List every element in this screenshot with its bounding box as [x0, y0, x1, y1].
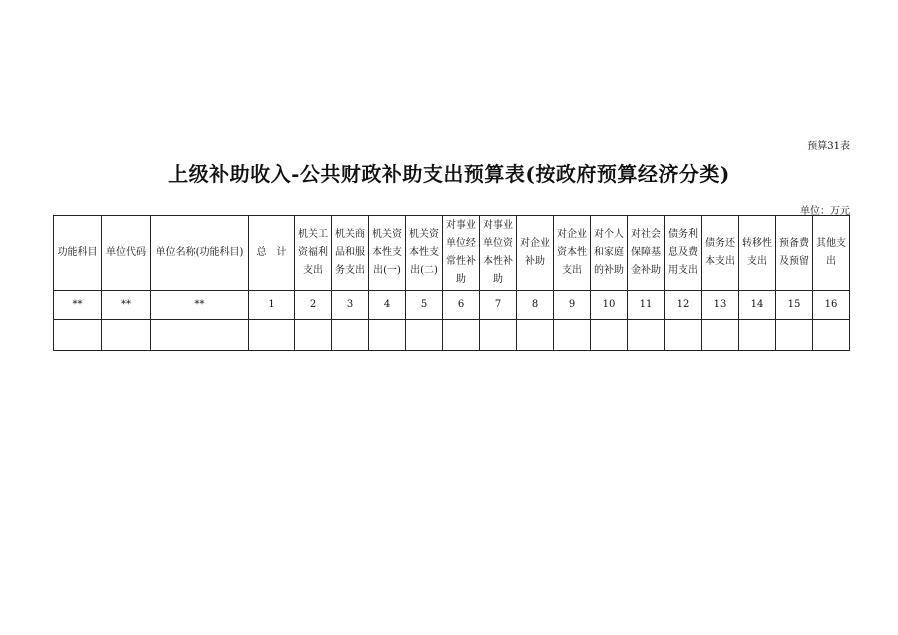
table-cell: 5 [406, 291, 443, 320]
table-cell [443, 320, 480, 351]
table-cell [776, 320, 813, 351]
table-cell: 15 [776, 291, 813, 320]
header-cell: 单位名称(功能科目) [151, 216, 249, 291]
table-cell: 6 [443, 291, 480, 320]
header-cell: 债务还本支出 [702, 216, 739, 291]
header-cell: 对事业单位经常性补助 [443, 216, 480, 291]
table-cell: 7 [480, 291, 517, 320]
table-row [54, 320, 850, 351]
header-cell: 机关资本性支出(二) [406, 216, 443, 291]
table-cell: ** [151, 291, 249, 320]
table-cell: 4 [369, 291, 406, 320]
table-cell: ** [102, 291, 151, 320]
header-cell: 机关资本性支出(一) [369, 216, 406, 291]
header-cell: 转移性支出 [739, 216, 776, 291]
table-cell: 9 [554, 291, 591, 320]
table-row [54, 291, 850, 320]
table-cell [517, 320, 554, 351]
table-cell [151, 320, 249, 351]
table-cell [369, 320, 406, 351]
table-cell: 2 [295, 291, 332, 320]
header-cell: 对社会保障基金补助 [628, 216, 665, 291]
table-cell [102, 320, 151, 351]
header-cell: 对企业补助 [517, 216, 554, 291]
header-cell: 对事业单位资本性补助 [480, 216, 517, 291]
table-cell [480, 320, 517, 351]
header-cell: 其他支出 [813, 216, 850, 291]
table-cell: 11 [628, 291, 665, 320]
table-cell [406, 320, 443, 351]
header-cell: 机关工资福利支出 [295, 216, 332, 291]
table-cell [554, 320, 591, 351]
table-cell: 10 [591, 291, 628, 320]
header-cell: 对企业资本性支出 [554, 216, 591, 291]
header-row [54, 216, 850, 291]
header-cell: 功能科目 [54, 216, 102, 291]
header-cell: 对个人和家庭的补助 [591, 216, 628, 291]
unit-label: 单位：万元 [800, 206, 850, 217]
table-cell [665, 320, 702, 351]
table-cell: ** [54, 291, 102, 320]
header-cell: 机关商品和服务支出 [332, 216, 369, 291]
table-cell: 16 [813, 291, 850, 320]
table-cell [813, 320, 850, 351]
table-cell [332, 320, 369, 351]
table-cell [591, 320, 628, 351]
table-cell [702, 320, 739, 351]
table-cell: 8 [517, 291, 554, 320]
header-cell: 预备费及预留 [776, 216, 813, 291]
table-cell: 14 [739, 291, 776, 320]
header-cell: 总 计 [249, 216, 295, 291]
table-cell: 13 [702, 291, 739, 320]
table-cell: 3 [332, 291, 369, 320]
table-cell [295, 320, 332, 351]
header-cell: 债务利息及费用支出 [665, 216, 702, 291]
table-cell [628, 320, 665, 351]
table-cell [739, 320, 776, 351]
page-title: 上级补助收入-公共财政补助支出预算表(按政府预算经济分类) [168, 162, 730, 186]
header-cell: 单位代码 [102, 216, 151, 291]
budget-table [53, 215, 850, 351]
table-cell: 1 [249, 291, 295, 320]
form-number: 预算31表 [807, 141, 850, 152]
table-cell [249, 320, 295, 351]
table-cell: 12 [665, 291, 702, 320]
table-cell [54, 320, 102, 351]
